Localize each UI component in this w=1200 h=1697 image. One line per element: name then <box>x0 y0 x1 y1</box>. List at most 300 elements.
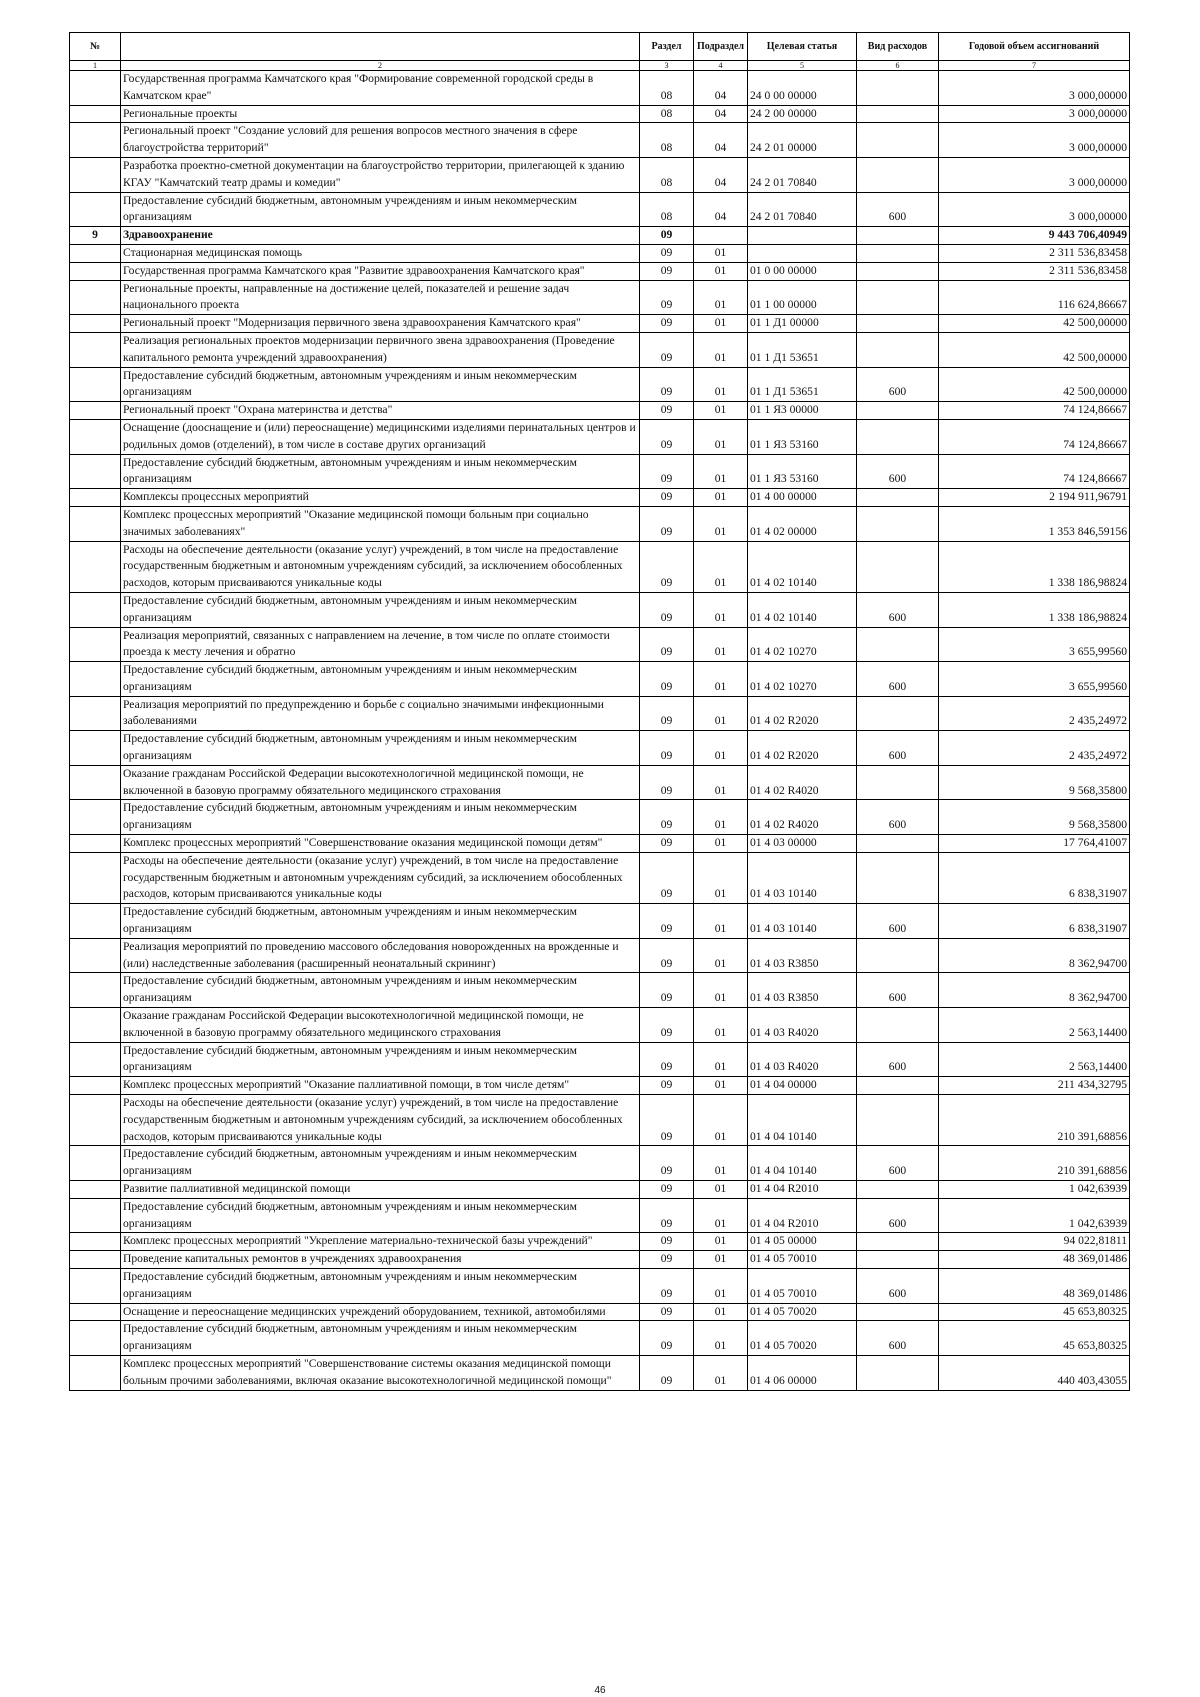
row-subsection: 01 <box>694 1268 748 1303</box>
row-name: Комплекс процессных мероприятий "Совершенствование оказания медицинской помощи детям" <box>121 835 640 853</box>
table-row <box>70 1251 1130 1269</box>
table-row <box>70 938 1130 973</box>
row-number <box>70 852 121 903</box>
row-amount: 3 000,00000 <box>939 123 1130 158</box>
row-target-code: 01 1 00 00000 <box>748 280 857 315</box>
row-section: 08 <box>640 105 694 123</box>
column-number: 3 <box>640 61 694 71</box>
row-number <box>70 1321 121 1356</box>
row-section: 09 <box>640 1181 694 1199</box>
row-target-code: 01 4 03 00000 <box>748 835 857 853</box>
table-row <box>70 454 1130 489</box>
row-number <box>70 627 121 662</box>
row-expense-kind <box>857 1095 939 1146</box>
row-target-code: 01 4 02 R4020 <box>748 765 857 800</box>
row-expense-kind <box>857 541 939 592</box>
row-name: Комплексы процессных мероприятий <box>121 489 640 507</box>
row-amount: 94 022,81811 <box>939 1233 1130 1251</box>
row-subsection: 01 <box>694 1321 748 1356</box>
row-number <box>70 454 121 489</box>
row-number <box>70 105 121 123</box>
row-section: 09 <box>640 227 694 245</box>
header-kind: Вид расходов <box>857 33 939 61</box>
table-row <box>70 1146 1130 1181</box>
row-amount: 2 311 536,83458 <box>939 262 1130 280</box>
row-name: Предоставление субсидий бюджетным, автономным учреждениям и иным некоммерческим организациям <box>121 367 640 402</box>
row-expense-kind: 600 <box>857 592 939 627</box>
row-name: Предоставление субсидий бюджетным, автономным учреждениям и иным некоммерческим организациям <box>121 1268 640 1303</box>
row-amount: 45 653,80325 <box>939 1321 1130 1356</box>
table-row <box>70 123 1130 158</box>
table-row <box>70 157 1130 192</box>
row-name: Предоставление субсидий бюджетным, автономным учреждениям и иным некоммерческим организациям <box>121 904 640 939</box>
table-row <box>70 1042 1130 1077</box>
row-number <box>70 1355 121 1390</box>
row-name: Реализация региональных проектов модернизации первичного звена здравоохранения (Проведение капитального ремонта учреждений здравоохранения) <box>121 332 640 367</box>
row-subsection: 01 <box>694 1146 748 1181</box>
header-name <box>121 33 640 61</box>
row-target-code: 01 4 02 10140 <box>748 592 857 627</box>
row-expense-kind <box>857 852 939 903</box>
row-subsection: 01 <box>694 731 748 766</box>
table-row <box>70 280 1130 315</box>
row-amount: 42 500,00000 <box>939 332 1130 367</box>
row-subsection: 04 <box>694 192 748 227</box>
header-section: Раздел <box>640 33 694 61</box>
row-subsection: 01 <box>694 541 748 592</box>
row-amount: 48 369,01486 <box>939 1251 1130 1269</box>
row-amount: 1 338 186,98824 <box>939 592 1130 627</box>
row-number <box>70 973 121 1008</box>
row-number <box>70 402 121 420</box>
row-expense-kind <box>857 489 939 507</box>
row-subsection: 01 <box>694 592 748 627</box>
row-amount: 2 311 536,83458 <box>939 244 1130 262</box>
row-section: 09 <box>640 765 694 800</box>
row-number <box>70 592 121 627</box>
document-page <box>69 32 1129 1391</box>
table-row <box>70 332 1130 367</box>
row-expense-kind: 600 <box>857 1321 939 1356</box>
row-expense-kind: 600 <box>857 800 939 835</box>
row-section: 09 <box>640 402 694 420</box>
row-section: 09 <box>640 1008 694 1043</box>
row-target-code: 01 1 Д1 53651 <box>748 367 857 402</box>
table-row <box>70 1233 1130 1251</box>
row-expense-kind: 600 <box>857 1146 939 1181</box>
row-expense-kind <box>857 157 939 192</box>
row-amount: 210 391,68856 <box>939 1095 1130 1146</box>
row-amount: 3 655,99560 <box>939 662 1130 697</box>
table-row <box>70 402 1130 420</box>
row-target-code: 01 4 02 00000 <box>748 506 857 541</box>
table-row <box>70 627 1130 662</box>
row-name: Расходы на обеспечение деятельности (оказание услуг) учреждений, в том числе на предоставление государственным бюджетным и автономным учреждениям субсидий, за исключением обособленных расходов, которым присваиваются уникальные коды <box>121 852 640 903</box>
row-amount: 2 435,24972 <box>939 696 1130 731</box>
column-number: 2 <box>121 61 640 71</box>
row-subsection: 01 <box>694 315 748 333</box>
table-header-row <box>70 33 1130 61</box>
table-row <box>70 192 1130 227</box>
row-name: Предоставление субсидий бюджетным, автономным учреждениям и иным некоммерческим организациям <box>121 1146 640 1181</box>
row-section: 08 <box>640 157 694 192</box>
row-number <box>70 1251 121 1269</box>
row-target-code: 01 4 02 10270 <box>748 627 857 662</box>
row-number <box>70 1042 121 1077</box>
row-number <box>70 123 121 158</box>
row-name: Реализация мероприятий, связанных с направлением на лечение, в том числе по оплате стоимости проезда к месту лечения и обратно <box>121 627 640 662</box>
row-name: Предоставление субсидий бюджетным, автономным учреждениям и иным некоммерческим организациям <box>121 800 640 835</box>
table-row <box>70 973 1130 1008</box>
table-row <box>70 1181 1130 1199</box>
row-amount: 211 434,32795 <box>939 1077 1130 1095</box>
row-target-code: 01 4 03 R4020 <box>748 1042 857 1077</box>
row-target-code: 01 4 04 10140 <box>748 1095 857 1146</box>
table-row <box>70 1303 1130 1321</box>
row-number <box>70 1181 121 1199</box>
row-section: 09 <box>640 1095 694 1146</box>
row-expense-kind <box>857 1077 939 1095</box>
row-section: 09 <box>640 1233 694 1251</box>
row-target-code: 01 4 03 10140 <box>748 852 857 903</box>
row-number <box>70 731 121 766</box>
row-number <box>70 244 121 262</box>
row-amount: 210 391,68856 <box>939 1146 1130 1181</box>
row-number <box>70 1008 121 1043</box>
row-subsection <box>694 227 748 245</box>
row-expense-kind: 600 <box>857 454 939 489</box>
row-subsection: 01 <box>694 627 748 662</box>
row-target-code: 01 4 05 70020 <box>748 1303 857 1321</box>
row-name: Предоставление субсидий бюджетным, автономным учреждениям и иным некоммерческим организациям <box>121 662 640 697</box>
row-amount: 45 653,80325 <box>939 1303 1130 1321</box>
row-number <box>70 800 121 835</box>
row-section: 09 <box>640 332 694 367</box>
row-expense-kind: 600 <box>857 731 939 766</box>
row-name: Предоставление субсидий бюджетным, автономным учреждениям и иным некоммерческим организациям <box>121 1042 640 1077</box>
row-name: Расходы на обеспечение деятельности (оказание услуг) учреждений, в том числе на предоставление государственным бюджетным и автономным учреждениям субсидий, за исключением обособленных расходов, которым присваиваются уникальные коды <box>121 541 640 592</box>
column-number: 5 <box>748 61 857 71</box>
row-amount: 2 435,24972 <box>939 731 1130 766</box>
column-number: 1 <box>70 61 121 71</box>
table-row <box>70 904 1130 939</box>
row-subsection: 01 <box>694 662 748 697</box>
row-expense-kind: 600 <box>857 973 939 1008</box>
row-section: 09 <box>640 1042 694 1077</box>
table-row <box>70 71 1130 106</box>
header-subsection: Подраздел <box>694 33 748 61</box>
row-name: Комплекс процессных мероприятий "Оказание паллиативной помощи, в том числе детям" <box>121 1077 640 1095</box>
row-subsection: 01 <box>694 367 748 402</box>
row-name: Стационарная медицинская помощь <box>121 244 640 262</box>
row-number <box>70 315 121 333</box>
row-section: 09 <box>640 1268 694 1303</box>
row-subsection: 01 <box>694 506 748 541</box>
row-amount: 2 563,14400 <box>939 1008 1130 1043</box>
row-target-code: 01 4 04 00000 <box>748 1077 857 1095</box>
row-name: Здравоохранение <box>121 227 640 245</box>
row-number <box>70 1268 121 1303</box>
row-amount: 8 362,94700 <box>939 938 1130 973</box>
table-row <box>70 592 1130 627</box>
table-row <box>70 367 1130 402</box>
row-amount: 1 042,63939 <box>939 1198 1130 1233</box>
row-number <box>70 419 121 454</box>
row-amount: 8 362,94700 <box>939 973 1130 1008</box>
table-row <box>70 765 1130 800</box>
row-subsection: 04 <box>694 105 748 123</box>
row-subsection: 01 <box>694 402 748 420</box>
header-amount: Годовой объем ассигнований <box>939 33 1130 61</box>
row-expense-kind <box>857 1355 939 1390</box>
row-number <box>70 506 121 541</box>
row-section: 09 <box>640 731 694 766</box>
row-amount: 3 000,00000 <box>939 157 1130 192</box>
row-subsection: 01 <box>694 852 748 903</box>
row-section: 09 <box>640 1198 694 1233</box>
row-subsection: 01 <box>694 244 748 262</box>
row-name: Предоставление субсидий бюджетным, автономным учреждениям и иным некоммерческим организациям <box>121 592 640 627</box>
table-row <box>70 262 1130 280</box>
row-name: Предоставление субсидий бюджетным, автономным учреждениям и иным некоммерческим организациям <box>121 1198 640 1233</box>
row-subsection: 01 <box>694 765 748 800</box>
row-subsection: 01 <box>694 696 748 731</box>
row-expense-kind: 600 <box>857 662 939 697</box>
row-subsection: 01 <box>694 1251 748 1269</box>
table-row <box>70 852 1130 903</box>
row-section: 09 <box>640 592 694 627</box>
row-expense-kind <box>857 506 939 541</box>
page-number: 46 <box>594 1685 606 1696</box>
row-number: 9 <box>70 227 121 245</box>
row-amount: 3 655,99560 <box>939 627 1130 662</box>
row-expense-kind: 600 <box>857 904 939 939</box>
row-expense-kind: 600 <box>857 192 939 227</box>
row-number <box>70 541 121 592</box>
row-subsection: 04 <box>694 123 748 158</box>
row-section: 09 <box>640 627 694 662</box>
column-number: 6 <box>857 61 939 71</box>
row-expense-kind <box>857 696 939 731</box>
header-num: № <box>70 33 121 61</box>
row-subsection: 01 <box>694 1303 748 1321</box>
row-expense-kind <box>857 262 939 280</box>
row-amount: 9 443 706,40949 <box>939 227 1130 245</box>
row-section: 09 <box>640 367 694 402</box>
row-section: 09 <box>640 662 694 697</box>
table-row <box>70 800 1130 835</box>
table-row <box>70 1355 1130 1390</box>
table-body <box>70 71 1130 1391</box>
row-section: 09 <box>640 454 694 489</box>
header-target: Целевая статья <box>748 33 857 61</box>
row-expense-kind <box>857 835 939 853</box>
row-subsection: 01 <box>694 973 748 1008</box>
row-target-code: 01 1 Я3 53160 <box>748 454 857 489</box>
row-expense-kind <box>857 315 939 333</box>
row-name: Предоставление субсидий бюджетным, автономным учреждениям и иным некоммерческим организациям <box>121 192 640 227</box>
row-section: 08 <box>640 71 694 106</box>
row-target-code: 24 0 00 00000 <box>748 71 857 106</box>
row-target-code: 01 4 04 R2010 <box>748 1198 857 1233</box>
row-section: 09 <box>640 506 694 541</box>
row-expense-kind: 600 <box>857 1198 939 1233</box>
row-target-code: 01 4 02 R2020 <box>748 731 857 766</box>
row-expense-kind <box>857 402 939 420</box>
row-amount: 1 042,63939 <box>939 1181 1130 1199</box>
row-name: Развитие паллиативной медицинской помощи <box>121 1181 640 1199</box>
row-amount: 74 124,86667 <box>939 454 1130 489</box>
row-expense-kind <box>857 244 939 262</box>
row-target-code: 01 4 04 R2010 <box>748 1181 857 1199</box>
row-section: 08 <box>640 192 694 227</box>
row-target-code: 01 4 03 R4020 <box>748 1008 857 1043</box>
row-target-code: 01 1 Д1 00000 <box>748 315 857 333</box>
row-target-code: 01 4 03 10140 <box>748 904 857 939</box>
table-row <box>70 506 1130 541</box>
row-target-code: 24 2 00 00000 <box>748 105 857 123</box>
row-amount: 3 000,00000 <box>939 71 1130 106</box>
row-name: Предоставление субсидий бюджетным, автономным учреждениям и иным некоммерческим организациям <box>121 1321 640 1356</box>
row-target-code: 01 4 06 00000 <box>748 1355 857 1390</box>
row-expense-kind <box>857 123 939 158</box>
row-section: 09 <box>640 973 694 1008</box>
row-name: Оказание гражданам Российской Федерации высокотехнологичной медицинской помощи, не включенной в базовую программу обязательного медицинского страхования <box>121 1008 640 1043</box>
row-target-code: 01 4 05 70020 <box>748 1321 857 1356</box>
row-name: Государственная программа Камчатского края "Формирование современной городской среды в Камчатском крае" <box>121 71 640 106</box>
row-name: Расходы на обеспечение деятельности (оказание услуг) учреждений, в том числе на предоставление государственным бюджетным и автономным учреждениям субсидий, за исключением обособленных расходов, которым присваиваются уникальные коды <box>121 1095 640 1146</box>
row-name: Региональный проект "Модернизация первичного звена здравоохранения Камчатского края" <box>121 315 640 333</box>
row-amount: 3 000,00000 <box>939 105 1130 123</box>
row-name: Комплекс процессных мероприятий "Совершенствование системы оказания медицинской помощи больным прочими заболеваниями, включая оказание высокотехнологичной медицинской помощи" <box>121 1355 640 1390</box>
row-amount: 48 369,01486 <box>939 1268 1130 1303</box>
row-target-code: 24 2 01 70840 <box>748 192 857 227</box>
row-section: 09 <box>640 1251 694 1269</box>
table-row <box>70 1077 1130 1095</box>
row-section: 08 <box>640 123 694 158</box>
row-subsection: 01 <box>694 1077 748 1095</box>
row-subsection: 01 <box>694 1181 748 1199</box>
row-name: Разработка проектно-сметной документации на благоустройство территории, прилегающей к зданию КГАУ "Камчатский театр драмы и комедии" <box>121 157 640 192</box>
row-name: Реализация мероприятий по проведению массового обследования новорожденных на врожденные и (или) наследственные заболевания (расширенный неонатальный скрининг) <box>121 938 640 973</box>
row-amount: 74 124,86667 <box>939 402 1130 420</box>
row-amount: 2 563,14400 <box>939 1042 1130 1077</box>
row-target-code: 01 4 04 10140 <box>748 1146 857 1181</box>
row-expense-kind <box>857 227 939 245</box>
row-number <box>70 765 121 800</box>
column-number: 4 <box>694 61 748 71</box>
row-expense-kind <box>857 1233 939 1251</box>
row-name: Государственная программа Камчатского края "Развитие здравоохранения Камчатского края" <box>121 262 640 280</box>
table-row <box>70 227 1130 245</box>
row-number <box>70 157 121 192</box>
row-section: 09 <box>640 280 694 315</box>
table-row <box>70 244 1130 262</box>
row-name: Предоставление субсидий бюджетным, автономным учреждениям и иным некоммерческим организациям <box>121 973 640 1008</box>
row-target-code: 01 4 02 10270 <box>748 662 857 697</box>
row-expense-kind <box>857 938 939 973</box>
table-row <box>70 696 1130 731</box>
row-target-code: 01 4 05 70010 <box>748 1268 857 1303</box>
row-name: Оснащение и переоснащение медицинских учреждений оборудованием, техникой, автомобилями <box>121 1303 640 1321</box>
table-row <box>70 1321 1130 1356</box>
row-number <box>70 489 121 507</box>
row-number <box>70 696 121 731</box>
row-subsection: 01 <box>694 1095 748 1146</box>
row-section: 09 <box>640 852 694 903</box>
row-amount: 6 838,31907 <box>939 852 1130 903</box>
row-target-code: 01 4 02 R4020 <box>748 800 857 835</box>
row-name: Комплекс процессных мероприятий "Укрепление материально-технической базы учреждений" <box>121 1233 640 1251</box>
row-number <box>70 1233 121 1251</box>
row-subsection: 01 <box>694 835 748 853</box>
row-subsection: 04 <box>694 157 748 192</box>
row-subsection: 04 <box>694 71 748 106</box>
table-row <box>70 1198 1130 1233</box>
row-number <box>70 367 121 402</box>
row-subsection: 01 <box>694 1008 748 1043</box>
row-number <box>70 71 121 106</box>
table-row <box>70 1268 1130 1303</box>
row-name: Предоставление субсидий бюджетным, автономным учреждениям и иным некоммерческим организациям <box>121 454 640 489</box>
row-number <box>70 280 121 315</box>
row-amount: 1 353 846,59156 <box>939 506 1130 541</box>
row-expense-kind: 600 <box>857 367 939 402</box>
row-number <box>70 192 121 227</box>
row-target-code <box>748 244 857 262</box>
column-number-row <box>70 61 1130 71</box>
row-section: 09 <box>640 1321 694 1356</box>
row-section: 09 <box>640 1077 694 1095</box>
row-expense-kind <box>857 627 939 662</box>
row-expense-kind <box>857 1251 939 1269</box>
table-row <box>70 105 1130 123</box>
row-subsection: 01 <box>694 332 748 367</box>
row-name: Проведение капитальных ремонтов в учреждениях здравоохранения <box>121 1251 640 1269</box>
row-number <box>70 1095 121 1146</box>
row-amount: 42 500,00000 <box>939 315 1130 333</box>
row-section: 09 <box>640 541 694 592</box>
row-subsection: 01 <box>694 454 748 489</box>
row-expense-kind <box>857 765 939 800</box>
row-number <box>70 1303 121 1321</box>
row-target-code: 01 4 03 R3850 <box>748 973 857 1008</box>
row-subsection: 01 <box>694 1355 748 1390</box>
column-number: 7 <box>939 61 1130 71</box>
row-number <box>70 1077 121 1095</box>
table-row <box>70 835 1130 853</box>
row-section: 09 <box>640 315 694 333</box>
row-section: 09 <box>640 1146 694 1181</box>
table-row <box>70 541 1130 592</box>
row-section: 09 <box>640 800 694 835</box>
row-name: Региональный проект "Охрана материнства и детства" <box>121 402 640 420</box>
row-section: 09 <box>640 262 694 280</box>
row-amount: 6 838,31907 <box>939 904 1130 939</box>
row-target-code: 01 4 03 R3850 <box>748 938 857 973</box>
row-expense-kind: 600 <box>857 1042 939 1077</box>
table-row <box>70 1095 1130 1146</box>
row-amount: 116 624,86667 <box>939 280 1130 315</box>
row-expense-kind <box>857 332 939 367</box>
row-subsection: 01 <box>694 904 748 939</box>
row-number <box>70 904 121 939</box>
row-target-code: 01 4 05 00000 <box>748 1233 857 1251</box>
row-amount: 9 568,35800 <box>939 800 1130 835</box>
row-amount: 17 764,41007 <box>939 835 1130 853</box>
row-subsection: 01 <box>694 489 748 507</box>
row-name: Предоставление субсидий бюджетным, автономным учреждениям и иным некоммерческим организациям <box>121 731 640 766</box>
